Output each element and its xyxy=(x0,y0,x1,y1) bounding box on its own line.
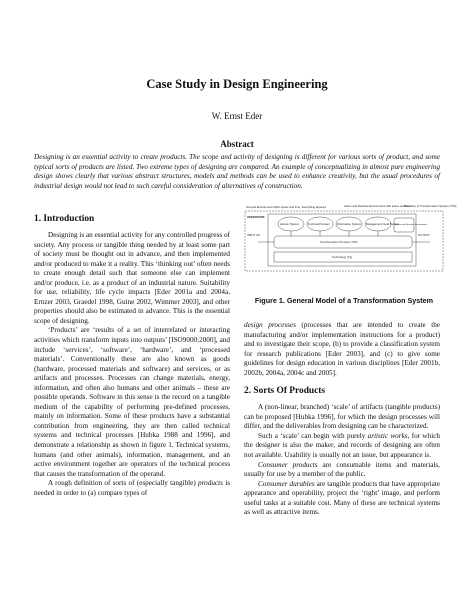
fig-label-boundary: Boundary of Transformation System (TrfS) xyxy=(404,204,457,208)
fig-box3-label: Information System xyxy=(337,222,362,226)
right-cont-em: design processes xyxy=(244,321,296,329)
section-2-heading: 2. Sorts Of Products xyxy=(244,386,326,397)
sorts-p2-em: artistic works xyxy=(367,431,408,440)
author-name: W. Ernst Eder xyxy=(211,111,263,121)
sorts-p4-em: Consumer durables xyxy=(258,479,315,488)
fig-label-output: OUTPUT... xyxy=(418,233,432,237)
figure-1-caption: Figure 1. General Model of a Transformation System xyxy=(254,296,434,305)
abstract-text: Designing is an essential activity to create products. The scope and activity of designing is different for various sorts of product, and some typical sorts of products are listed. Two extreme types of designing are compared. An example of conceptualizing in almost pure engineering design shows clearly that various abstract structures, models and methods can be used to enhance creativity, but the usual procedures of industrial design would not lead to such careful consideration of alternatives of construction. xyxy=(34,153,440,190)
section-1-heading: 1. Introduction xyxy=(34,214,95,224)
sorts-paragraph-3 xyxy=(244,461,440,480)
fig-label-operators: OPERATORS xyxy=(247,215,265,219)
fig-label-input: INPUT OF... xyxy=(247,233,263,237)
fig-label-general-env: General Environment within space and time xyxy=(246,205,301,209)
paper-title: Case Study in Design Engineering xyxy=(146,77,328,91)
sorts-paragraph-2 xyxy=(244,432,440,461)
intro-paragraph-2: ‘Products’ are ‘results of a set of interrelated or interacting activities which transform inputs into outputs’ [ISO9000:2000], and include ‘services’, ‘software’, ‘hardware’, and ‘processed materials’. Conventionally these are also known as goods (hardware, processed materials and software) and services, or as artifacts and processes. Processes can change materials, energy, information, and often also humans and other animals – these are possible operands. Software in this sense is the record on a tangible medium of the capability of performing pre-defined processes, mainly on information. Some of these products have a substantial contribution from engineering, they are then called technical systems and technical processes [Hubka 1988 and 1996], and demonstrate a relationship as shown in figure 1. Technical systems, humans (and other animals), information, management, and an active environment together are operators of the technical process that causes the transformation of the operand. xyxy=(34,326,230,478)
abstract-heading: Abstract xyxy=(220,139,254,149)
fig-process-label: Transformation Process (TrfP) xyxy=(320,240,358,244)
right-column xyxy=(244,321,440,518)
fig-box2-label: Technical System xyxy=(308,222,330,226)
figure-1-diagram xyxy=(244,204,457,272)
intro-paragraph-3 xyxy=(34,479,230,498)
sorts-p2-end: , for which the designer is also the maker, and records of designing are often not available. Usability is usually not an issue, but appearance is. xyxy=(244,431,440,460)
fig-box5-label: Active and Reactive Environment xyxy=(395,224,428,226)
fig-box1-label: Human System xyxy=(280,222,300,226)
sorts-paragraph-4 xyxy=(244,480,440,518)
right-cont-text: (processes that are intended to create the manufacturing and/or implementation instructions for a product) and to investigate their scope, (b) to provide a classification system for research publications [Eder 2003], and (c) to give some guidelines for design education in various disciplines [Eder 2001b, 2002b, 2004a, 2004c and 2005]. xyxy=(244,321,440,377)
fig-label-active-env: Active and Reactive Environment with space and time xyxy=(344,204,411,208)
sorts-p3-end: are consumable items and materials, usually for use by a member of the public. xyxy=(244,460,440,479)
sorts-paragraph-1: A (non-linear, branched) ‘scale’ of artifacts (tangible products) can be proposed [Hubka 1996], for which the design processes will differ, and the deliverables from designing can be characterized. xyxy=(244,403,440,431)
fig-label-everything: Everything appears xyxy=(302,205,327,209)
right-continuation-paragraph xyxy=(244,321,440,378)
sorts-p2-start: Such a ‘scale’ can begin with purely xyxy=(258,431,368,440)
intro-p3-em: products xyxy=(198,479,223,488)
left-column xyxy=(34,214,230,498)
sorts-p4-end: are tangible products that have appropriate appearance and operability, project the ‘right’ image, and perform useful tasks at a suitable cost. Many of these are technical systems as well as attractive items. xyxy=(244,479,440,517)
intro-paragraph-1: Designing is an essential activity for any controlled progress of society. Any process or tangible thing needed by at least some part of society must be thought out in advance, and then implemented and/or produced to make it a reality. This ‘thinking out’ often needs to create enough detail such that someone else can implement and/or produce, i.e. as a product of an industrial nature. Suitability for use, reliability, life cycle impacts [Eder 2001a and 2004a, Ernzer 2003, Graedel 1998, Guine 2002, Wimmer 2003], and other properties should also be estimated in advance. This is the essential scope of designing. xyxy=(34,231,230,325)
sorts-p3-em: Consumer products xyxy=(258,460,318,469)
intro-p3-end: is needed in order to (a) compare types of xyxy=(34,479,230,497)
fig-technology-label: Technology (Tg) xyxy=(332,255,353,259)
fig-box4-label: Management Goal System xyxy=(366,222,400,226)
intro-p3-start: A rough definition of sorts of (especially tangible) xyxy=(48,479,199,488)
